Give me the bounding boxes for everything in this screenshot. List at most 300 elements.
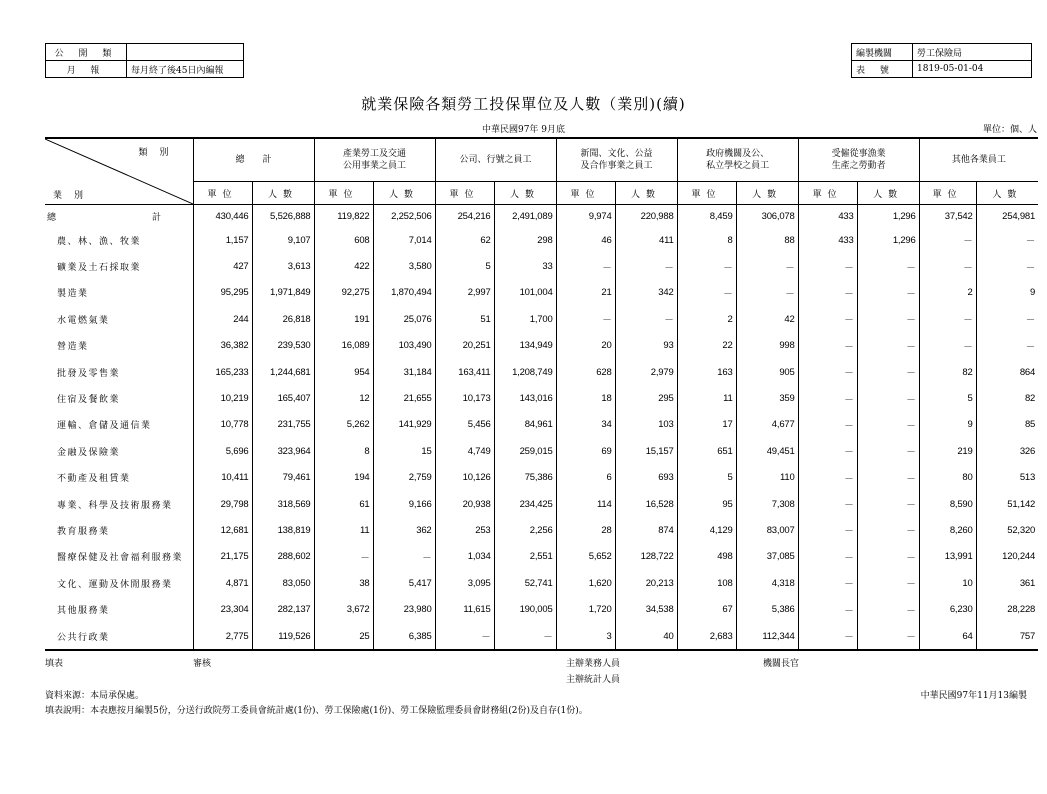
cell-persons: 4,318 [736,570,798,596]
cell-persons: 40 [615,623,677,650]
cell-persons: 128,722 [615,544,677,570]
cell-persons: 33 [494,253,556,279]
cell-persons: 1,296 [857,227,919,253]
row-industry-label: 總 計 [47,212,163,223]
cell-persons: 31,184 [373,359,435,385]
cell-units: － [798,623,857,650]
cell-units: 69 [556,438,615,464]
header-left-box [45,43,244,78]
group-header-other [919,138,1038,182]
cell-units: 28 [556,517,615,543]
cell-persons: － [857,438,919,464]
cell-persons: 4,677 [736,412,798,438]
header-right-r1-label: 編製機關 [852,44,913,61]
cell-units: 20,938 [435,491,494,517]
cell-persons: 1,700 [494,306,556,332]
cell-persons: 85 [976,412,1038,438]
group-header-company [435,138,556,182]
group-header-line: 受僱從事漁業 [831,149,886,159]
cell-persons: 5,386 [736,596,798,622]
cell-persons: 5,526,888 [252,205,314,228]
cell-units: 651 [677,438,736,464]
cell-units: 498 [677,544,736,570]
cell-persons: 239,530 [252,333,314,359]
cell-persons: 231,755 [252,412,314,438]
footer-business-officer: 主辦業務人員 [566,659,621,669]
cell-persons: － [857,253,919,279]
cell-units: 8,459 [677,205,736,228]
subheader-units: 單位 [677,182,736,205]
cell-units: － [919,227,976,253]
cell-units: 36,382 [193,333,252,359]
cell-units: － [435,623,494,650]
cell-persons: － [857,412,919,438]
subheader-units: 單位 [435,182,494,205]
cell-persons: 9 [976,280,1038,306]
cell-units: 34 [556,412,615,438]
cell-persons: 306,078 [736,205,798,228]
cell-persons: 318,569 [252,491,314,517]
cell-persons: 342 [615,280,677,306]
cell-persons: 905 [736,359,798,385]
report-date: 中華民國97年 9月底 [481,125,566,135]
cell-units: 51 [435,306,494,332]
cell-units: － [314,544,373,570]
cell-units: － [798,412,857,438]
cell-units: 163 [677,359,736,385]
cell-persons: － [857,517,919,543]
cell-persons: 254,981 [976,205,1038,228]
cell-persons: 93 [615,333,677,359]
corner-header [45,138,193,205]
group-header-line: 新聞、文化、公益 [580,149,653,159]
cell-persons: 37,085 [736,544,798,570]
cell-units: 11,615 [435,596,494,622]
cell-persons: 42 [736,306,798,332]
cell-units: － [919,333,976,359]
cell-units: － [677,280,736,306]
cell-persons: 411 [615,227,677,253]
cell-units: － [556,306,615,332]
subheader-persons: 人數 [736,182,798,205]
cell-persons: 112,344 [736,623,798,650]
group-header-fishery [798,138,919,182]
cell-units: 4,871 [193,570,252,596]
cell-units: 427 [193,253,252,279]
cell-units: 23,304 [193,596,252,622]
table-row [45,412,1038,438]
cell-persons: 864 [976,359,1038,385]
group-header-news-culture [556,138,677,182]
data-table [45,137,1038,651]
cell-persons: 82 [976,385,1038,411]
cell-persons: 282,137 [252,596,314,622]
cell-persons: 83,007 [736,517,798,543]
cell-persons: － [976,253,1038,279]
cell-units: 628 [556,359,615,385]
cell-persons: － [857,544,919,570]
cell-units: 10,173 [435,385,494,411]
cell-units: 11 [677,385,736,411]
cell-persons: － [857,385,919,411]
cell-persons: 49,451 [736,438,798,464]
group-header-line: 生產之勞動者 [831,161,886,171]
cell-persons: 5,417 [373,570,435,596]
cell-units: 2,775 [193,623,252,650]
cell-units: 3 [556,623,615,650]
cell-persons: 362 [373,517,435,543]
row-industry-label: 其他服務業 [57,606,110,617]
group-header-government [677,138,798,182]
subheader-persons: 人數 [615,182,677,205]
cell-persons: 15,157 [615,438,677,464]
cell-persons: 259,015 [494,438,556,464]
cell-persons: 2,551 [494,544,556,570]
page-title: 就業保險各類勞工投保單位及人數（業別)(續) [361,95,686,113]
subheader-units: 單位 [919,182,976,205]
cell-persons: － [494,623,556,650]
table-row [45,253,1038,279]
cell-persons: 234,425 [494,491,556,517]
cell-units: 61 [314,491,373,517]
cell-units: － [798,385,857,411]
cell-units: 5,456 [435,412,494,438]
cell-persons: 295 [615,385,677,411]
cell-persons: 7,014 [373,227,435,253]
cell-units: 5,652 [556,544,615,570]
cell-persons: 51,142 [976,491,1038,517]
unit-label: 單位：個、人 [982,125,1037,135]
cell-units: 433 [798,205,857,228]
subheader-persons: 人數 [494,182,556,205]
cell-units: 254,216 [435,205,494,228]
cell-units: 108 [677,570,736,596]
cell-persons: － [857,359,919,385]
row-industry-label: 批發及零售業 [57,368,121,379]
cell-persons: － [615,253,677,279]
cell-units: － [798,596,857,622]
cell-units: 1,720 [556,596,615,622]
table-row [45,438,1038,464]
cell-units: 119,822 [314,205,373,228]
table-row [45,333,1038,359]
row-industry-label: 文化、運動及休閒服務業 [57,579,173,590]
cell-persons: 190,005 [494,596,556,622]
table-row [45,596,1038,622]
cell-persons: 9,166 [373,491,435,517]
cell-persons: 28,228 [976,596,1038,622]
cell-units: 10,126 [435,465,494,491]
table-row [45,517,1038,543]
cell-units: － [919,306,976,332]
cell-units: － [798,544,857,570]
cell-units: 12,681 [193,517,252,543]
cell-units: 3,672 [314,596,373,622]
cell-persons: 103,490 [373,333,435,359]
cell-persons: 2,491,089 [494,205,556,228]
cell-persons: 143,016 [494,385,556,411]
row-industry-label: 農、林、漁、牧業 [57,236,142,247]
table-row [45,385,1038,411]
cell-persons: 26,818 [252,306,314,332]
cell-persons: 21,655 [373,385,435,411]
cell-units: 1,034 [435,544,494,570]
table-row [45,491,1038,517]
cell-units: － [798,359,857,385]
corner-kind-label: 類別 [138,148,181,158]
group-header-line: 私立學校之員工 [706,161,770,171]
cell-units: 1,620 [556,570,615,596]
cell-units: 29,798 [193,491,252,517]
cell-persons: － [857,623,919,650]
cell-persons: 120,244 [976,544,1038,570]
cell-persons: 15 [373,438,435,464]
cell-persons: 88 [736,227,798,253]
cell-units: 8 [677,227,736,253]
group-header-line: 政府機關及公、 [706,149,770,159]
cell-units: 5 [435,253,494,279]
cell-persons: 6,385 [373,623,435,650]
row-industry-label: 製造業 [57,289,89,300]
subheader-persons: 人數 [976,182,1038,205]
cell-persons: 103 [615,412,677,438]
subheader-units: 單位 [193,182,252,205]
group-header-industry-transport [314,138,435,182]
row-industry-label: 不動產及租賃業 [57,474,131,485]
row-industry-label: 醫療保健及社會福利服務業 [57,553,184,564]
cell-persons: 693 [615,465,677,491]
cell-persons: 288,602 [252,544,314,570]
cell-persons: 84,961 [494,412,556,438]
table-row [45,544,1038,570]
subheader-persons: 人數 [373,182,435,205]
footer-source: 資料來源：本局承保處。 [45,691,145,701]
cell-persons: 513 [976,465,1038,491]
cell-persons: 34,538 [615,596,677,622]
cell-units: 6,230 [919,596,976,622]
cell-persons: 110 [736,465,798,491]
cell-units: 22 [677,333,736,359]
header-right-r2-value: 1819-05-01-04 [913,61,1032,78]
cell-persons: 16,528 [615,491,677,517]
cell-persons: 757 [976,623,1038,650]
cell-units: － [798,306,857,332]
subheader-units: 單位 [314,182,373,205]
cell-units: － [798,491,857,517]
cell-units: 10 [919,570,976,596]
table-row [45,359,1038,385]
cell-persons: 3,613 [252,253,314,279]
cell-units: 4,129 [677,517,736,543]
cell-persons: 52,741 [494,570,556,596]
cell-persons: 2,252,506 [373,205,435,228]
group-header-line: 及合作事業之員工 [580,161,653,171]
row-industry-label: 公共行政業 [45,623,193,650]
cell-units: 4,749 [435,438,494,464]
cell-units: 11 [314,517,373,543]
cell-units: 8 [314,438,373,464]
cell-units: 114 [556,491,615,517]
cell-units: 95 [677,491,736,517]
cell-persons: 1,870,494 [373,280,435,306]
cell-units: 62 [435,227,494,253]
cell-units: － [798,333,857,359]
cell-units: 1,157 [193,227,252,253]
cell-units: 80 [919,465,976,491]
cell-persons: 1,971,849 [252,280,314,306]
cell-persons: 119,526 [252,623,314,650]
header-right-r1-value: 勞工保險局 [913,44,1032,61]
header-left-r2-label: 月 報 [46,61,127,78]
cell-units: 95,295 [193,280,252,306]
cell-persons: 3,580 [373,253,435,279]
cell-persons: 83,050 [252,570,314,596]
cell-units: － [798,253,857,279]
cell-units: 433 [798,227,857,253]
cell-persons: 101,004 [494,280,556,306]
cell-persons: － [857,306,919,332]
cell-persons: 361 [976,570,1038,596]
group-header-line: 公司、行號之員工 [459,155,532,165]
row-industry-label: 營造業 [57,342,89,353]
cell-units: 8,590 [919,491,976,517]
cell-units: 8,260 [919,517,976,543]
group-header-line: 其他各業員工 [951,155,1006,165]
cell-persons: 2,759 [373,465,435,491]
cell-persons: 220,988 [615,205,677,228]
cell-persons: － [976,333,1038,359]
row-industry-label: 金融及保險業 [57,447,121,458]
cell-units: 10,411 [193,465,252,491]
group-header-line: 產業勞工及交通 [343,149,407,159]
cell-units: 18 [556,385,615,411]
cell-persons: 298 [494,227,556,253]
cell-persons: － [857,596,919,622]
cell-persons: 359 [736,385,798,411]
corner-industry-label: 業別 [53,191,96,201]
cell-units: 6 [556,465,615,491]
cell-persons: － [736,253,798,279]
cell-units: 13,991 [919,544,976,570]
cell-persons: 138,819 [252,517,314,543]
cell-persons: － [976,306,1038,332]
footer-filler: 填表 [45,659,64,669]
cell-units: 9 [919,412,976,438]
cell-persons: － [615,306,677,332]
cell-units: 191 [314,306,373,332]
cell-units: 2,997 [435,280,494,306]
cell-units: 16,089 [314,333,373,359]
group-header-line: 公用事業之員工 [343,161,407,171]
cell-persons: 998 [736,333,798,359]
row-industry-label: 住宿及餐飲業 [57,395,121,406]
cell-persons: 23,980 [373,596,435,622]
cell-units: 5 [919,385,976,411]
cell-persons: － [857,570,919,596]
table-row [45,623,1038,650]
cell-units: － [798,570,857,596]
cell-persons: 52,320 [976,517,1038,543]
cell-persons: 7,308 [736,491,798,517]
cell-units: 21 [556,280,615,306]
cell-units: 92,275 [314,280,373,306]
cell-units: － [798,465,857,491]
cell-units: 2 [919,280,976,306]
cell-units: 38 [314,570,373,596]
table-row [45,306,1038,332]
cell-units: － [798,517,857,543]
header-right-box [851,43,1032,78]
cell-persons: － [857,333,919,359]
cell-persons: － [857,491,919,517]
table-row [45,570,1038,596]
row-industry-label: 教育服務業 [57,526,110,537]
cell-units: 2 [677,306,736,332]
cell-units: 5,262 [314,412,373,438]
cell-persons: 874 [615,517,677,543]
subheader-units: 單位 [556,182,615,205]
cell-units: 12 [314,385,373,411]
cell-units: 67 [677,596,736,622]
cell-persons: 75,386 [494,465,556,491]
cell-persons: 134,949 [494,333,556,359]
header-left-r1-label: 公 開 類 [46,44,127,61]
cell-units: 64 [919,623,976,650]
cell-units: 37,542 [919,205,976,228]
cell-units: 46 [556,227,615,253]
cell-units: － [677,253,736,279]
table-row [45,205,1038,228]
footer-note: 填表說明：本表應按月編製5份，分送行政院勞工委員會統計處(1份)、勞工保險處(1份)、勞工保險監理委員會財務組(2份)及自存(1份)。 [45,706,588,716]
cell-persons: 79,461 [252,465,314,491]
cell-units: 954 [314,359,373,385]
cell-persons: 25,076 [373,306,435,332]
cell-units: 608 [314,227,373,253]
cell-persons: 165,407 [252,385,314,411]
cell-persons: － [976,227,1038,253]
cell-units: 5,696 [193,438,252,464]
table-row [45,465,1038,491]
cell-units: － [798,280,857,306]
cell-persons: － [736,280,798,306]
cell-units: 82 [919,359,976,385]
cell-units: 20,251 [435,333,494,359]
cell-units: 3,095 [435,570,494,596]
cell-units: 9,974 [556,205,615,228]
cell-units: 430,446 [193,205,252,228]
subheader-persons: 人數 [857,182,919,205]
cell-units: 20 [556,333,615,359]
cell-persons: 20,213 [615,570,677,596]
cell-persons: － [857,465,919,491]
header-right-r2-label: 表 號 [852,61,913,78]
cell-persons: － [857,280,919,306]
cell-units: － [798,438,857,464]
cell-persons: 1,244,681 [252,359,314,385]
footer-statistics-officer: 主辦統計人員 [566,675,621,685]
cell-persons: 1,208,749 [494,359,556,385]
group-header-total [193,138,314,182]
cell-units: 219 [919,438,976,464]
cell-units: 163,411 [435,359,494,385]
table-row [45,227,1038,253]
cell-persons: 326 [976,438,1038,464]
footer-reviewer: 審核 [193,659,212,669]
cell-units: 17 [677,412,736,438]
cell-persons: 1,296 [857,205,919,228]
group-header-line: 總 計 [235,155,272,165]
cell-units: 194 [314,465,373,491]
